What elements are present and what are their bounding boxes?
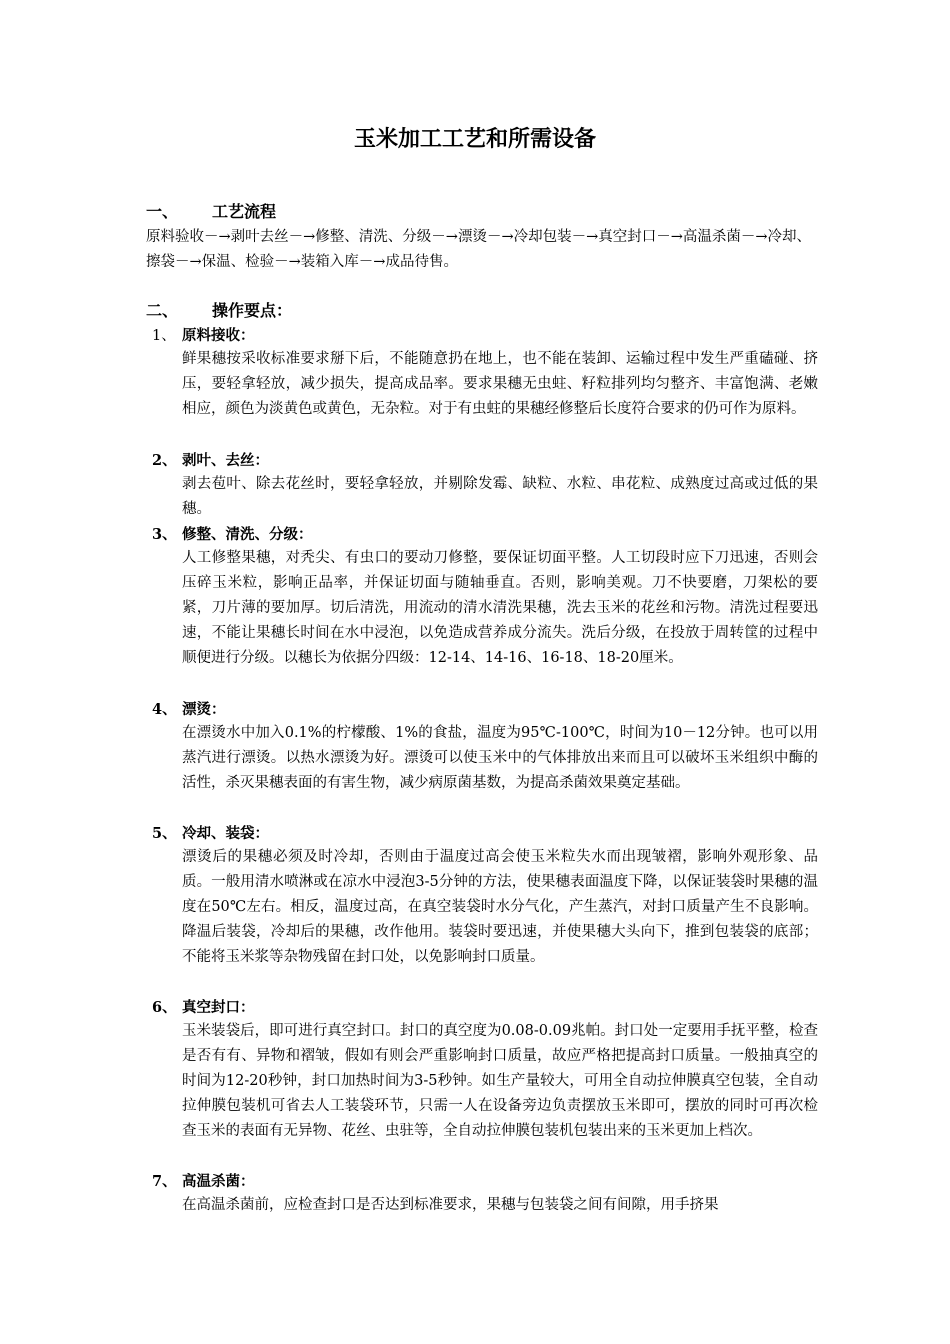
item-body-sterilization: 在高温杀菌前，应检查封口是否达到标准要求，果穗与包装袋之间有间隙，用手挤果 <box>182 1197 719 1213</box>
item-body-raw-material: 鲜果穗按采收标准要求掰下后，不能随意扔在地上，也不能在装卸、运输过程中发生严重磕碰、挤压，要轻拿轻放，减少损失，提高成品率。要求果穗无虫蛀、籽粒排列均匀整齐、丰富饱满、老嫩相应，颜色为淡黄色或黄色，无杂粒。对于有虫蛀的果穗经修整后长度符合要求的仍可作为原料。 <box>182 351 818 417</box>
item-heading-vacuum-sealing <box>152 996 255 1017</box>
item-heading-trimming <box>152 523 313 544</box>
process-flow-text: 原料验收－→剥叶去丝－→修整、清洗、分级－→漂烫－→冷却包装－→真空封口－→高温杀菌－→冷却、擦袋－→保温、检验－→装箱入库－→成品待售。 <box>146 229 812 270</box>
section-title: 工艺流程 <box>212 202 277 221</box>
item-heading-raw-material <box>152 324 255 345</box>
item-title: 漂烫： <box>182 701 226 718</box>
item-title: 冷却、装袋： <box>182 825 269 842</box>
section-heading-key-points <box>146 298 292 321</box>
item-body-vacuum-sealing: 玉米装袋后，即可进行真空封口。封口的真空度为0.08-0.09兆帕。封口处一定要用手抚平整，检查是否有有、异物和褶皱，假如有则会严重影响封口质量，故应严格把提高封口质量。一般抽真空的时间为12-20秒钟，封口加热时间为3-5秒钟。如生产量较大，可用全自动拉伸膜真空包装，全自动拉伸膜包装机可省去人工装袋环节，只需一人在设备旁边负责摆放玉米即可，摆放的同时可再次检查玉米的表面有无异物、花丝、虫驻等，全自动拉伸膜包装机包装出来的玉米更加上档次。 <box>182 1023 818 1139</box>
item-number: 6、 <box>152 999 177 1016</box>
item-number: 4、 <box>152 701 177 718</box>
section-heading-process-flow <box>146 199 276 222</box>
item-body-trimming: 人工修整果穗，对秃尖、有虫口的要动刀修整，要保证切面平整。人工切段时应下刀迅速，否则会压碎玉米粒，影响正品率，并保证切面与随轴垂直。否则，影响美观。刀不快要磨，刀架松的要紧，刀片薄的要加厚。切后清洗，用流动的清水清洗果穗，洗去玉米的花丝和污物。清洗过程要迅速，不能让果穗长时间在水中浸泡，以免造成营养成分流失。洗后分级，在投放于周转筐的过程中顺便进行分级。以穗长为依据分四级：12-14、14-16、16-18、18-20厘米。 <box>182 550 818 666</box>
section-number: 一、 <box>146 202 179 221</box>
item-heading-husking <box>152 449 269 470</box>
item-number: 7、 <box>152 1173 177 1190</box>
item-number: 3、 <box>152 526 177 543</box>
item-number: 2、 <box>152 452 177 469</box>
item-heading-cooling-bagging <box>152 822 269 843</box>
item-title: 修整、清洗、分级： <box>182 526 313 543</box>
item-number: 1、 <box>152 328 176 344</box>
section-title: 操作要点： <box>212 301 293 320</box>
item-title: 原料接收： <box>182 327 255 344</box>
item-title: 真空封口： <box>182 999 255 1016</box>
item-title: 剥叶、去丝： <box>182 452 269 469</box>
document-title: 玉米加工工艺和所需设备 <box>353 126 596 152</box>
item-body-husking: 剥去苞叶、除去花丝时，要轻拿轻放，并剔除发霉、缺粒、水粒、串花粒、成熟度过高或过低的果穗。 <box>182 476 818 517</box>
item-body-cooling-bagging: 漂烫后的果穗必须及时冷却，否则由于温度过高会使玉米粒失水而出现皱褶，影响外观形象、品质。一般用清水喷淋或在凉水中浸泡3-5分钟的方法，使果穗表面温度下降，以保证装袋时果穗的温度在50℃左右。相反，温度过高，在真空装袋时水分气化，产生蒸汽，对封口质量产生不良影响。降温后装袋，冷却后的果穗，改作他用。装袋时要迅速，并使果穗大头向下，推到包装袋的底部；不能将玉米浆等杂物残留在封口处，以免影响封口质量。 <box>182 849 818 965</box>
item-number: 5、 <box>152 825 177 842</box>
item-heading-blanching <box>152 698 226 719</box>
item-body-blanching: 在漂烫水中加入0.1%的柠檬酸、1%的食盐，温度为95℃-100℃，时间为10－12分钟。也可以用蒸汽进行漂烫。以热水漂烫为好。漂烫可以使玉米中的气体排放出来而且可以破坏玉米组织中酶的活性，杀灭果穗表面的有害生物，减少病原菌基数，为提高杀菌效果奠定基础。 <box>182 725 818 791</box>
item-title: 高温杀菌： <box>182 1173 255 1190</box>
section-number: 二、 <box>146 301 179 320</box>
item-heading-sterilization <box>152 1170 255 1191</box>
